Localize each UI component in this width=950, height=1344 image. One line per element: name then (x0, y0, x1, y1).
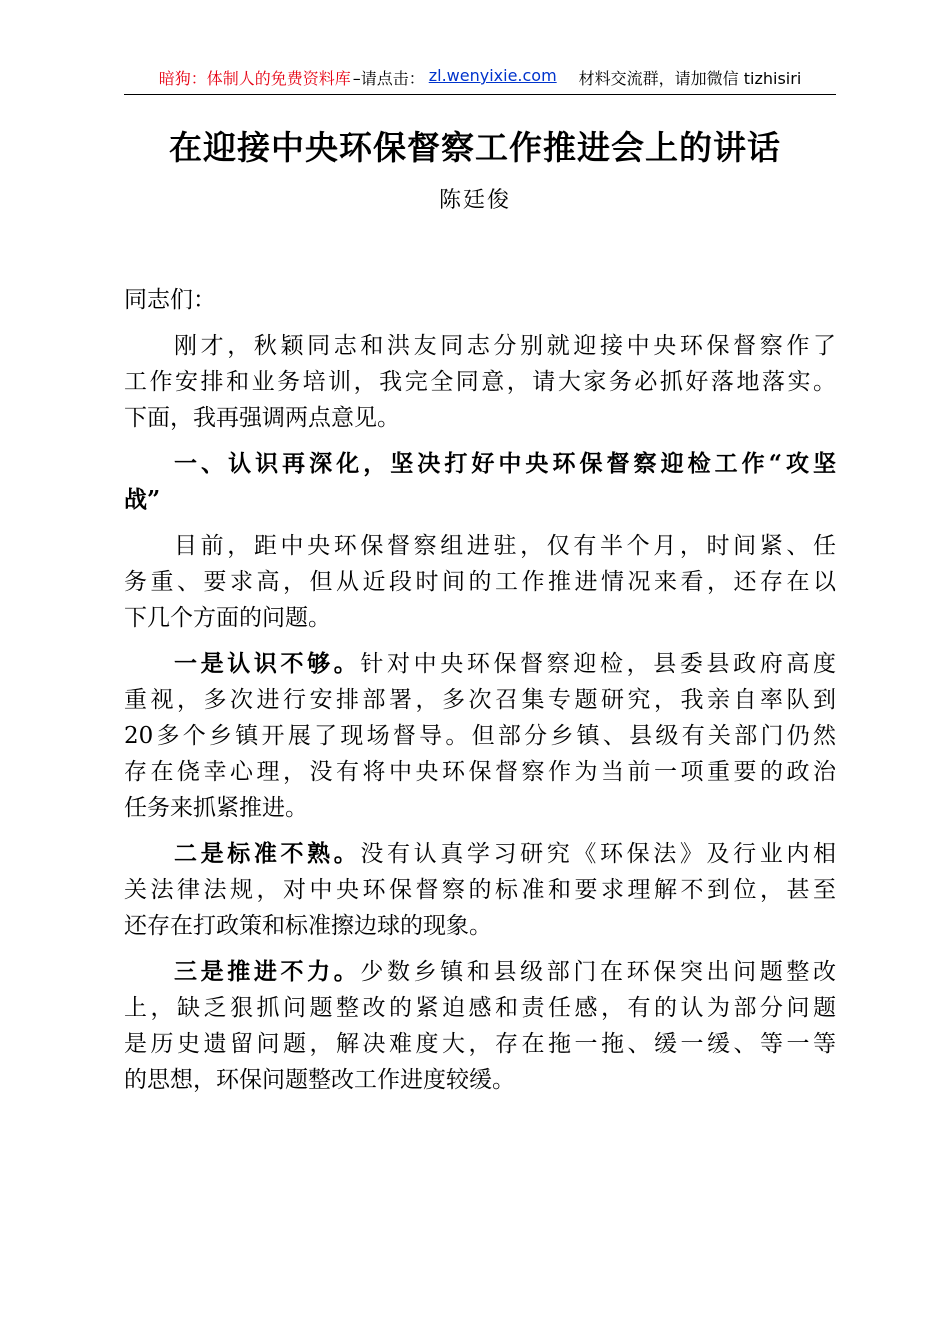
paragraph-issue-1 (124, 646, 836, 826)
header-link[interactable]: zl.wenyixie.com (428, 66, 557, 85)
document-title: 在迎接中央环保督察工作推进会上的讲话 (169, 128, 781, 167)
paragraph-intro (124, 328, 836, 436)
paragraph-line: 还存在打政策和标准擦边球的现象。 (124, 913, 492, 939)
paragraph-line: 刚才，秋颖同志和洪友同志分别就迎接中央环保督察作了 (174, 333, 836, 359)
paragraph-line: 的思想，环保问题整改工作进度较缓。 (124, 1067, 515, 1093)
paragraph-line: 下几个方面的问题。 (124, 605, 331, 631)
paragraph-issue-2 (124, 836, 836, 944)
document-body (124, 282, 836, 1098)
paragraph-line: 上，缺乏狠抓问题整改的紧迫感和责任感，有的认为部分问题 (124, 995, 836, 1021)
issue-lead: 三是推进不力。 (174, 958, 361, 985)
paragraph-line: 务重、要求高，但从近段时间的工作推进情况来看，还存在以 (124, 569, 836, 595)
paragraph-line (124, 836, 836, 872)
section-heading-1 (124, 446, 836, 518)
paragraph-line: 关法律法规，对中央环保督察的标准和要求理解不到位，甚至 (124, 877, 836, 903)
heading-line: 一、认识再深化，坚决打好中央环保督察迎检工作“攻坚 (174, 450, 836, 477)
paragraph-line (124, 954, 836, 990)
issue-text: 少数乡镇和县级部门在环保突出问题整改 (360, 959, 836, 985)
header-brand: 暗狗：体制人的免费资料库 (158, 69, 351, 88)
salutation: 同志们： (124, 287, 216, 313)
header-click-prefix: –请点击： (352, 69, 425, 88)
paragraph-line: 任务来抓紧推进。 (124, 795, 308, 821)
paragraph-line: 是历史遗留问题，解决难度大，存在拖一拖、缓一缓、等一等 (124, 1031, 836, 1057)
paragraph-line: 存在侥幸心理，没有将中央环保督察作为当前一项重要的政治 (124, 759, 836, 785)
heading-line: 战” (124, 486, 161, 513)
issue-text: 针对中央环保督察迎检，县委县政府高度 (360, 651, 836, 677)
page-header (124, 66, 836, 95)
issue-lead: 一是认识不够。 (174, 650, 361, 677)
paragraph-line (124, 646, 836, 682)
document-author: 陈廷俊 (438, 188, 511, 213)
paragraph-line: 目前，距中央环保督察组进驻，仅有半个月，时间紧、任 (174, 533, 836, 559)
header-group-info: 材料交流群，请加微信 tizhisiri (578, 69, 802, 88)
issue-text: 没有认真学习研究《环保法》及行业内相 (360, 841, 836, 867)
paragraph-status (124, 528, 836, 636)
paragraph-line: 下面，我再强调两点意见。 (124, 405, 400, 431)
paragraph-line: 20多个乡镇开展了现场督导。但部分乡镇、县级有关部门仍然 (124, 723, 836, 749)
paragraph-line: 工作安排和业务培训，我完全同意，请大家务必抓好落地落实。 (124, 369, 836, 395)
paragraph-line: 重视，多次进行安排部署，多次召集专题研究，我亲自率队到 (124, 687, 836, 713)
issue-lead: 二是标准不熟。 (174, 840, 361, 867)
paragraph-issue-3 (124, 954, 836, 1098)
